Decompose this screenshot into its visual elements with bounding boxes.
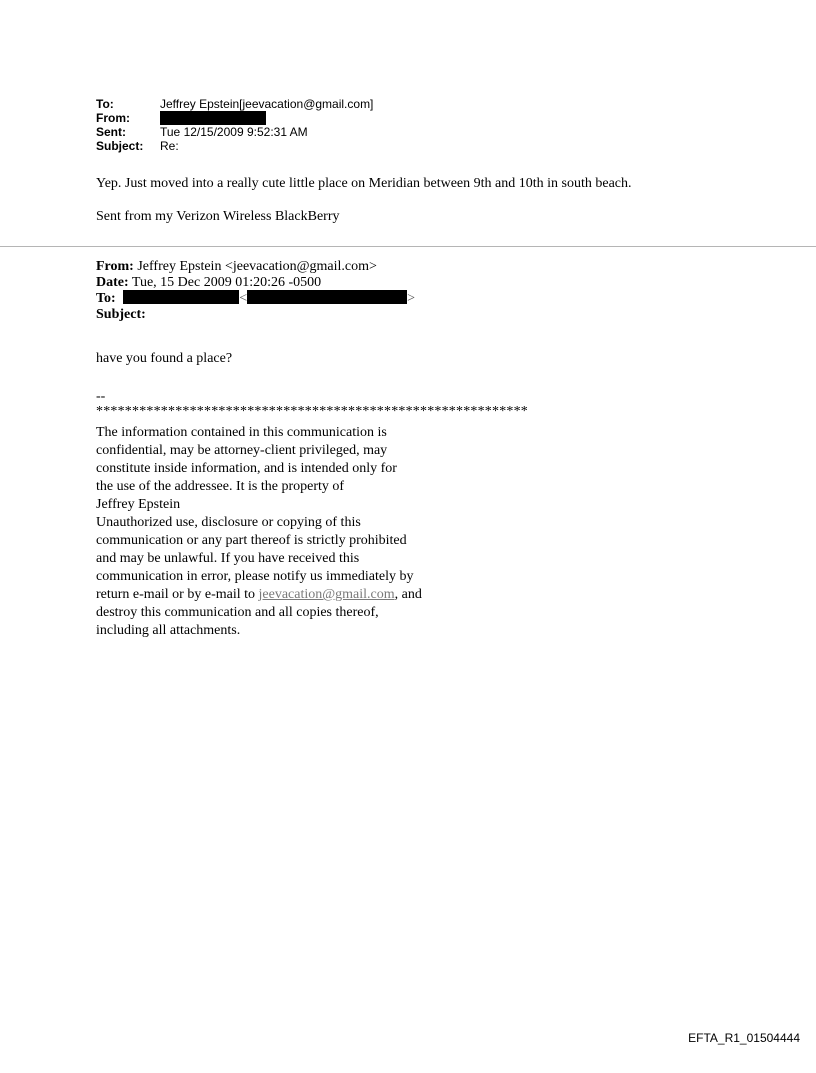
divider: [0, 246, 816, 247]
quoted-to-gt: >: [407, 291, 416, 306]
reply-signature: Sent from my Verizon Wireless BlackBerry: [96, 209, 340, 224]
to-row: [96, 97, 373, 111]
email-link[interactable]: jeevacation@gmail.com: [258, 587, 395, 602]
quoted-to-lt: <: [239, 291, 248, 306]
quoted-from-value: Jeffrey Epstein <jeevacation@gmail.com>: [137, 259, 377, 274]
quoted-to-label: To:: [96, 291, 116, 306]
quoted-body: have you found a place?: [96, 351, 233, 366]
reply-body: Yep. Just moved into a really cute little place on Meridian between 9th and 10th in south beach.: [96, 176, 632, 191]
to-value: Jeffrey Epstein[jeevacation@gmail.com]: [160, 97, 374, 111]
disclaimer-line: including all attachments.: [96, 623, 241, 638]
disclaimer-line: Unauthorized use, disclosure or copying of this: [96, 515, 361, 530]
quoted-header: [96, 258, 415, 322]
quoted-to-row: [96, 290, 415, 306]
disclaimer-line: confidential, may be attorney-client privileged, may: [96, 443, 388, 458]
disclaimer-line: communication or any part thereof is strictly prohibited: [96, 533, 407, 548]
email-header: [96, 97, 373, 153]
sent-value: Tue 12/15/2009 9:52:31 AM: [160, 125, 308, 139]
quoted-to-name-redaction: [123, 290, 239, 304]
quoted-date-row: [96, 274, 415, 290]
document-id: EFTA_R1_01504444: [688, 1031, 800, 1045]
disclaimer-line: The information contained in this communication is: [96, 425, 387, 440]
disclaimer-line: destroy this communication and all copies thereof,: [96, 605, 379, 620]
sent-label: Sent:: [96, 125, 126, 139]
from-row: [96, 111, 373, 125]
sent-row: [96, 125, 373, 139]
subject-value: Re:: [160, 139, 179, 153]
subject-label: Subject:: [96, 139, 144, 153]
disclaimer-line: communication in error, please notify us immediately by: [96, 569, 414, 584]
quoted-date-label: Date:: [96, 275, 129, 290]
quoted-from-row: [96, 258, 415, 274]
from-label: From:: [96, 111, 130, 125]
quoted-to-email-redaction: [247, 290, 407, 304]
disclaimer-text: return e-mail or by e-mail to: [96, 587, 259, 602]
disclaimer-line: and may be unlawful. If you have received this: [96, 551, 360, 566]
disclaimer-line: the use of the addressee. It is the property of: [96, 479, 345, 494]
disclaimer-line: Jeffrey Epstein: [96, 497, 181, 512]
quoted-subject-row: [96, 306, 415, 322]
confidentiality-disclaimer: [96, 424, 516, 640]
stars-line: ************************************************************: [96, 404, 528, 419]
quoted-from-label: From:: [96, 259, 134, 274]
from-redaction: [160, 111, 266, 125]
to-label: To:: [96, 97, 114, 111]
quoted-date-value: Tue, 15 Dec 2009 01:20:26 -0500: [131, 275, 322, 290]
subject-row: [96, 139, 373, 153]
quoted-subject-label: Subject:: [96, 307, 146, 322]
disclaimer-line: constitute inside information, and is intended only for: [96, 461, 397, 476]
disclaimer-line-with-link: [96, 586, 516, 604]
disclaimer-text: , and: [394, 587, 422, 602]
signature-separator: --: [96, 389, 106, 404]
